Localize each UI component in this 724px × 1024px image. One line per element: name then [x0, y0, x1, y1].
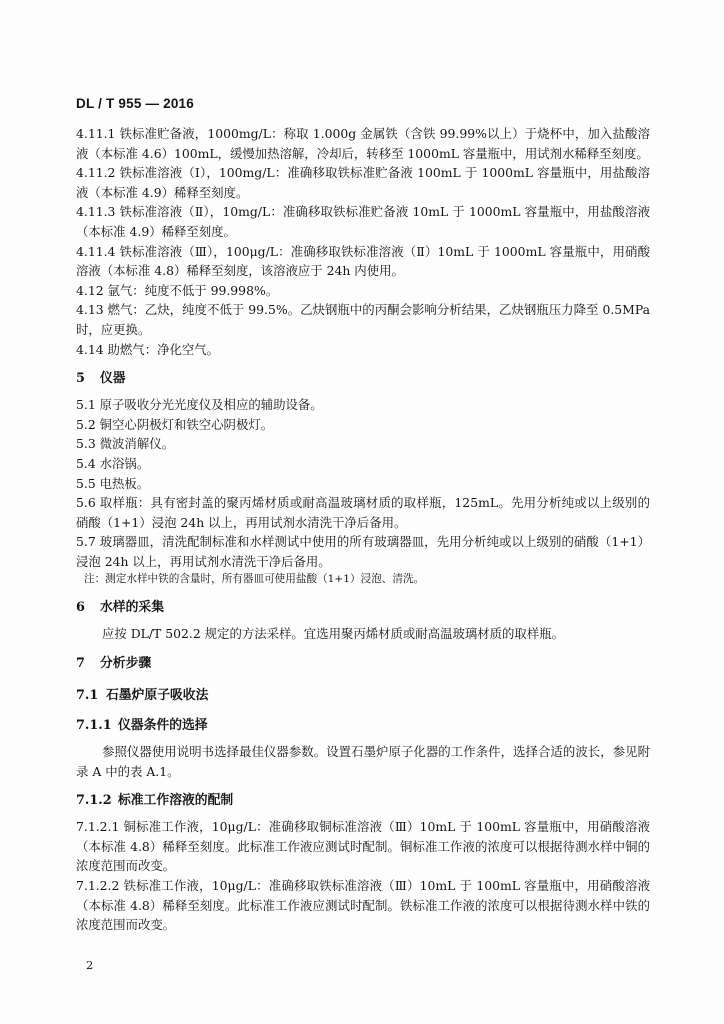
section-number: 6 [76, 600, 85, 616]
clause-4-14: 4.14 助燃气：净化空气。 [76, 341, 220, 357]
clause-4-11-2: 4.11.2 铁标准溶液（Ⅰ），100mg/L：准确移取铁标准贮备液 100mL 于 1000mL 容量瓶中，用盐酸溶液（本标准 4.9）稀释至刻度。 [76, 165, 650, 200]
section-title: 分析步骤 [100, 656, 152, 672]
section-number: 7 [76, 656, 85, 672]
clause-4-11-3: 4.11.3 铁标准溶液（Ⅱ），10mg/L：准确移取铁标准贮备液 10mL 于 1000mL 容量瓶中，用盐酸溶液（本标准 4.9）稀释至刻度。 [76, 204, 650, 239]
note-text: 注：测定水样中铁的含量时，所有器皿可使用盐酸（1+1）浸泡、清洗。 [84, 573, 425, 586]
clause-5-7: 5.7 玻璃器皿，清洗配制标准和水样测试中使用的所有玻璃器皿，先用分析纯或以上级别的硝酸（1+1）浸泡 24h 以上，再用试剂水清洗干净后备用。 [76, 534, 650, 569]
section-7-1-1-heading [76, 716, 650, 736]
clause-5-5: 5.5 电热板。 [76, 475, 150, 491]
clause-7-1-1-body: 参照仪器使用说明书选择最佳仪器参数。设置石墨炉原子化器的工作条件，选择合适的波长，参见附录 A 中的表 A.1。 [76, 744, 650, 779]
section-number: 7.1.1 [76, 718, 112, 734]
section-number: 7.1.2 [76, 793, 112, 809]
clause-5-1: 5.1 原子吸收分光光度仪及相应的辅助设备。 [76, 397, 323, 413]
clause-5-4: 5.4 水浴锅。 [76, 455, 150, 471]
section-title: 标准工作溶液的配制 [118, 793, 234, 809]
section-title: 仪器条件的选择 [118, 718, 208, 734]
section-7-heading [76, 654, 650, 674]
clause-4-11-4: 4.11.4 铁标准溶液（Ⅲ），100μg/L：准确移取铁标准溶液（Ⅱ）10mL 于 1000mL 容量瓶中，用硝酸溶液（本标准 4.8）稀释至刻度，该溶液应于 24h 内使用。 [76, 243, 650, 279]
clause-5-3: 5.3 微波消解仪。 [76, 436, 174, 452]
clause-5-2: 5.2 铜空心阴极灯和铁空心阴极灯。 [76, 416, 274, 432]
section-title: 石墨炉原子吸收法 [106, 688, 209, 704]
section-7-1-2-heading [76, 791, 650, 811]
clause-6-body: 应按 DL/T 502.2 规定的方法采样。宜选用聚丙烯材质或耐高温玻璃材质的取样瓶。 [102, 626, 564, 642]
clause-4-13: 4.13 燃气：乙炔，纯度不低于 99.5%。乙炔钢瓶中的丙酮会影响分析结果，乙炔钢瓶压力降至 0.5MPa 时，应更换。 [76, 302, 650, 337]
clause-7-1-2-1: 7.1.2.1 铜标准工作液，10μg/L：准确移取铜标准溶液（Ⅲ）10mL 于 100mL 容量瓶中，用硝酸溶液（本标准 4.8）稀释至刻度。此标准工作液应测试时配制。铜标准工作液的浓度可以根据待测水样中铜的浓度范围而改变。 [76, 819, 650, 874]
section-6-heading [76, 598, 650, 618]
clause-5-6: 5.6 取样瓶：具有密封盖的聚丙烯材质或耐高温玻璃材质的取样瓶，125mL。先用分析纯或以上级别的硝酸（1+1）浸泡 24h 以上，再用试剂水清洗干净后备用。 [76, 495, 650, 530]
section-title: 仪器 [100, 371, 126, 387]
clause-4-11-1: 4.11.1 铁标准贮备液，1000mg/L：称取 1.000g 金属铁（含铁 99.99%以上）于烧杯中，加入盐酸溶液（本标准 4.6）100mL，缓慢加热溶解，冷却后，转移至 1000mL 容量瓶中，用试剂水稀释至刻度。 [76, 126, 650, 161]
section-5-heading [76, 369, 650, 389]
section-7-1-heading [76, 686, 650, 706]
clause-7-1-2-2: 7.1.2.2 铁标准工作液，10μg/L：准确移取铁标准溶液（Ⅲ）10mL 于 100mL 容量瓶中，用硝酸溶液（本标准 4.8）稀释至刻度。此标准工作液应测试时配制。铁标准工作液的浓度可以根据待测水样中铁的浓度范围而改变。 [76, 878, 650, 933]
page-content [76, 124, 650, 935]
section-number: 7.1 [76, 688, 99, 704]
section-number: 5 [76, 371, 85, 387]
clause-4-12: 4.12 氩气：纯度不低于 99.998%。 [76, 282, 279, 298]
standard-header: DL / T 955 — 2016 [76, 96, 194, 111]
section-title: 水样的采集 [100, 600, 164, 616]
page-number: 2 [86, 958, 94, 972]
